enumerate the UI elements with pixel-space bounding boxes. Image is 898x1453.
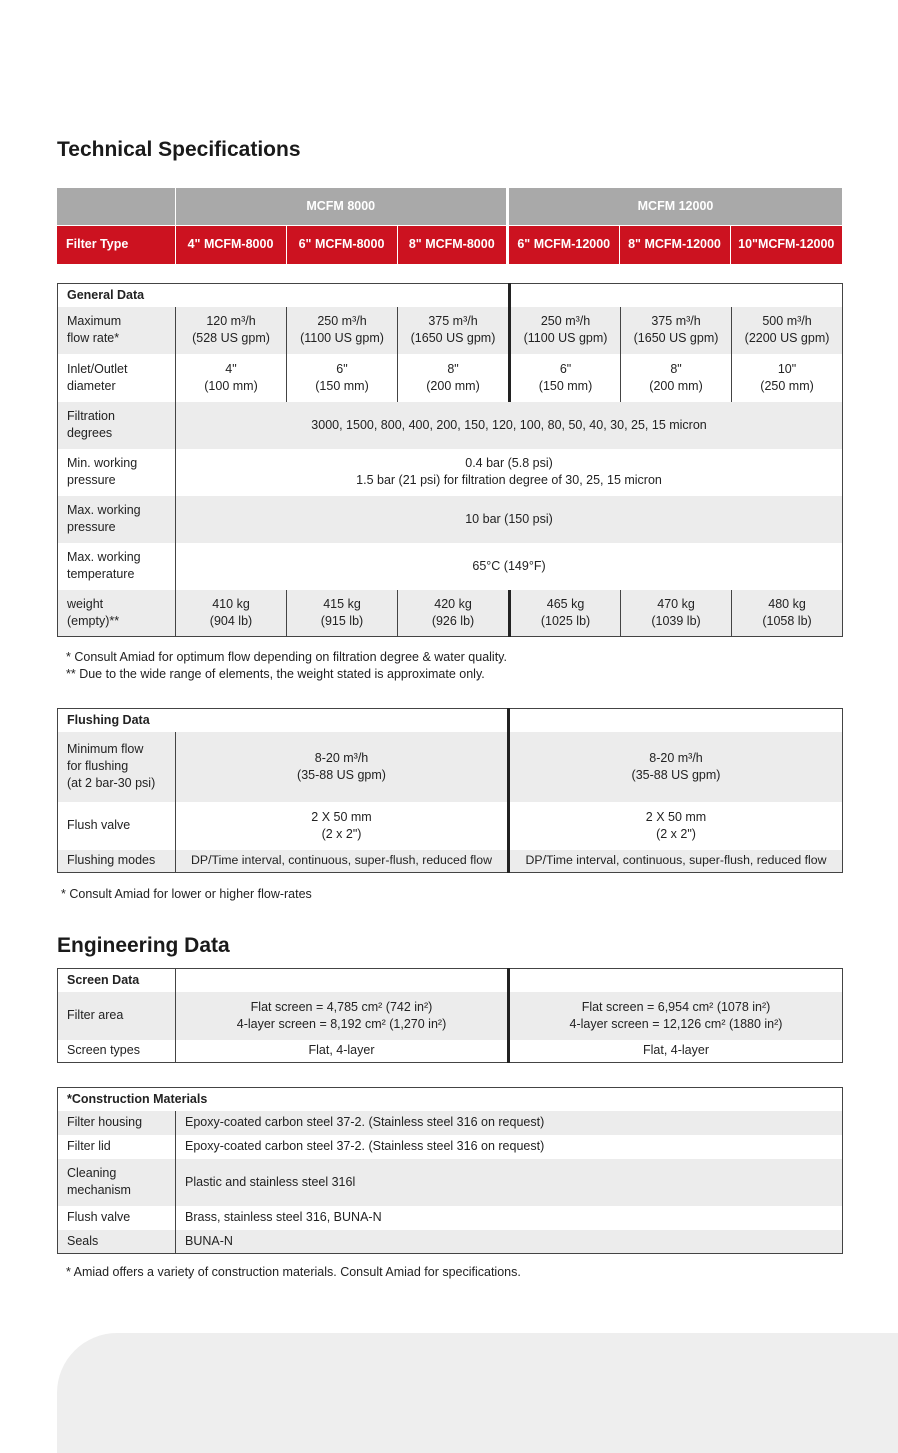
cell-value: 8" (200 mm) (398, 354, 510, 402)
footnote: * Amiad offers a variety of construction materials. Consult Amiad for specifications. (66, 1265, 521, 1279)
cell-value: 8-20 m³/h (35-88 US gpm) (176, 732, 509, 802)
cell-value: Brass, stainless steel 316, BUNA-N (176, 1206, 843, 1230)
row-label: Flush valve (67, 818, 131, 832)
table-row (58, 307, 843, 354)
row-label: Flush valve (67, 1210, 131, 1224)
cell-value: Plastic and stainless steel 316l (176, 1159, 843, 1206)
table-row (58, 992, 843, 1040)
page-title: Technical Specifications (57, 138, 301, 161)
section-label: Screen Data (67, 972, 140, 987)
cell-value: 8" (200 mm) (621, 354, 732, 402)
table-row (58, 1159, 843, 1206)
row-label: Max. working pressure (58, 496, 176, 543)
filter-type-label: Filter Type (57, 225, 175, 264)
row-label: Inlet/Outlet diameter (67, 361, 128, 393)
table-row (58, 543, 843, 590)
model-header: 8" MCFM-12000 (619, 225, 730, 264)
header-blank-cell (57, 188, 175, 225)
cell-value: Epoxy-coated carbon steel 37-2. (Stainless steel 316 on request) (176, 1135, 843, 1159)
cell-value: 6" (150 mm) (287, 354, 398, 402)
screen-data-table (57, 968, 843, 1063)
cell-value: 6" (150 mm) (510, 354, 621, 402)
cell-value: 250 m³/h (1100 US gpm) (510, 307, 621, 354)
section-label: General Data (67, 287, 145, 302)
cell-value: 10 bar (150 psi) (176, 496, 843, 543)
row-label: Filter housing (58, 1111, 176, 1135)
row-label: Cleaning mechanism (58, 1159, 176, 1206)
row-label: Filtration degrees (58, 402, 176, 449)
footnote: * Consult Amiad for optimum flow depending on filtration degree & water quality. (66, 650, 507, 664)
cell-value: 470 kg (1039 lb) (621, 590, 732, 637)
cell-value: 250 m³/h (1100 US gpm) (287, 307, 398, 354)
cell-value: 420 kg (926 lb) (398, 590, 510, 637)
footer-decoration (57, 1333, 898, 1453)
row-label: Maximum flow rate* (58, 307, 176, 354)
model-header-table (57, 188, 842, 264)
row-label: Screen types (67, 1043, 140, 1058)
model-header: 6" MCFM-8000 (286, 225, 397, 264)
table-row (58, 732, 843, 802)
cell-value: 65°C (149°F) (176, 543, 843, 590)
construction-materials-table (57, 1087, 843, 1254)
table-row (58, 449, 843, 496)
section-label: *Construction Materials (67, 1091, 208, 1106)
cell-value: Flat, 4-layer (509, 1040, 843, 1063)
row-label: weight (empty)** (58, 590, 176, 637)
footnote: ** Due to the wide range of elements, the weight stated is approximate only. (66, 667, 485, 681)
cell-value: 375 m³/h (1650 US gpm) (621, 307, 732, 354)
cell-value: 415 kg (915 lb) (287, 590, 398, 637)
cell-value: 10" (250 mm) (732, 354, 843, 402)
row-label: Minimum flow for flushing (at 2 bar-30 psi) (58, 732, 176, 802)
cell-value: 2 X 50 mm (2 x 2") (176, 802, 509, 850)
table-row (58, 1135, 843, 1159)
row-label: Flushing modes (58, 850, 176, 873)
cell-value: 2 X 50 mm (2 x 2") (509, 802, 843, 850)
cell-value: Flat, 4-layer (176, 1040, 509, 1063)
row-label: Seals (58, 1230, 176, 1254)
cell-value: DP/Time interval, continuous, super-flush, reduced flow (509, 850, 843, 873)
cell-value: DP/Time interval, continuous, super-flush, reduced flow (176, 850, 509, 873)
section-label: Flushing Data (67, 712, 150, 727)
cell-value: 500 m³/h (2200 US gpm) (732, 307, 843, 354)
cell-value: 375 m³/h (1650 US gpm) (398, 307, 510, 354)
model-header: 10"MCFM-12000 (730, 225, 842, 264)
footnote: * Consult Amiad for lower or higher flow-rates (61, 887, 312, 901)
group-header-8000: MCFM 8000 (175, 188, 506, 225)
section-title: Engineering Data (57, 934, 230, 957)
row-label: Filter area (58, 992, 176, 1040)
cell-value: Flat screen = 6,954 cm² (1078 in²) 4-layer screen = 12,126 cm² (1880 in²) (509, 992, 843, 1040)
table-row (58, 354, 843, 402)
cell-value: 4" (100 mm) (176, 354, 287, 402)
table-row (58, 590, 843, 637)
cell-value: 0.4 bar (5.8 psi) 1.5 bar (21 psi) for filtration degree of 30, 25, 15 micron (176, 449, 843, 496)
row-label: Filter lid (67, 1139, 111, 1153)
cell-value: 480 kg (1058 lb) (732, 590, 843, 637)
model-header: 6" MCFM-12000 (509, 225, 619, 264)
row-label: Min. working pressure (67, 456, 138, 487)
table-row (58, 802, 843, 850)
cell-value: 120 m³/h (528 US gpm) (176, 307, 287, 354)
model-header: 4" MCFM-8000 (175, 225, 286, 264)
table-row (58, 1206, 843, 1230)
cell-value: 410 kg (904 lb) (176, 590, 287, 637)
group-header-12000: MCFM 12000 (509, 188, 842, 225)
cell-value: Epoxy-coated carbon steel 37-2. (Stainless steel 316 on request) (176, 1111, 843, 1135)
row-label: Max. working temperature (67, 550, 141, 581)
table-row (58, 496, 843, 543)
cell-value: Flat screen = 4,785 cm² (742 in²) 4-layer screen = 8,192 cm² (1,270 in²) (176, 992, 509, 1040)
table-row (58, 1040, 843, 1063)
cell-value: 8-20 m³/h (35-88 US gpm) (509, 732, 843, 802)
cell-value: BUNA-N (176, 1230, 843, 1254)
table-row (58, 1230, 843, 1254)
table-row (58, 850, 843, 873)
table-row (58, 402, 843, 449)
model-header: 8" MCFM-8000 (397, 225, 506, 264)
flushing-data-table (57, 708, 843, 873)
cell-value: 465 kg (1025 lb) (510, 590, 621, 637)
general-data-table (57, 283, 843, 637)
cell-value: 3000, 1500, 800, 400, 200, 150, 120, 100, 80, 50, 40, 30, 25, 15 micron (176, 402, 843, 449)
table-row (58, 1111, 843, 1135)
